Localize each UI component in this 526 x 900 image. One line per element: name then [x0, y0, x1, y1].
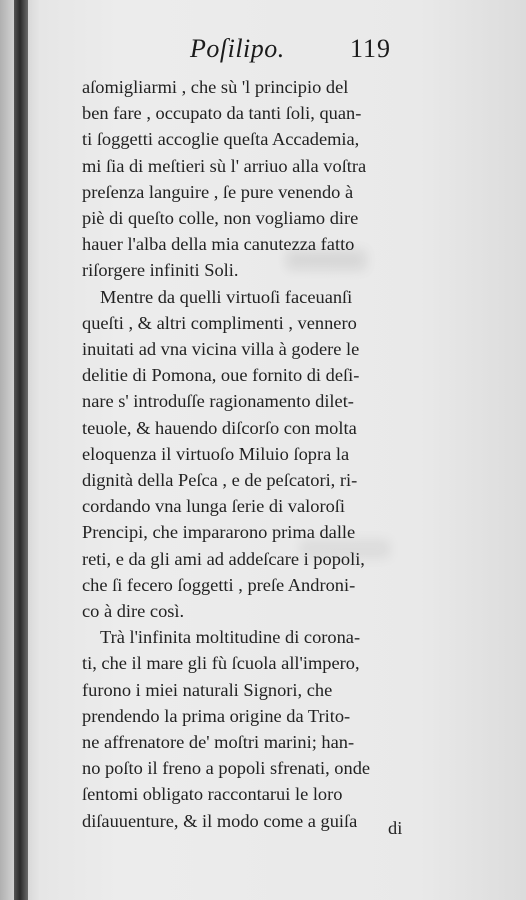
text-line: dignità della Peſca , e de peſcatori, ri- — [82, 470, 358, 491]
text-line: delitie di Pomona, oue fornito di deſi- — [82, 365, 360, 386]
text-line: reti, e da gli ami ad addeſcare i popoli, — [82, 548, 365, 569]
text-line: ti, che il mare gli fù ſcuola all'impero, — [82, 653, 360, 674]
body-text — [82, 74, 422, 834]
running-head: Poſilipo. — [190, 34, 285, 63]
text-line: ſentomi obligato raccontarui le loro — [82, 784, 343, 805]
text-line: piè di queſto colle, non vogliamo dire — [82, 208, 359, 229]
text-line: mi ſia di meſtieri sù l' arriuo alla voſtra — [82, 155, 367, 176]
text-line: no poſto il freno a popoli sfrenati, onde — [82, 758, 371, 779]
page-number: 119 — [350, 34, 392, 63]
text-line: inuitati ad vna vicina villa à godere le — [82, 339, 360, 360]
catchword: di — [388, 818, 403, 838]
text-line: hauer l'alba della mia canutezza fatto — [82, 234, 355, 255]
binding-gutter — [14, 0, 28, 900]
text-line: ne affrenatore de' moſtri marini; han- — [82, 732, 355, 753]
paragraph-start-line: Mentre da quelli virtuoſi faceuanſi — [100, 286, 353, 307]
text-line: riſorgere infiniti Soli. — [82, 260, 239, 281]
text-line: eloquenza il virtuoſo Miluio ſopra la — [82, 443, 350, 464]
text-line: furono i miei naturali Signori, che — [82, 679, 333, 700]
text-line: aſomigliarmi , che sù 'l principio del — [82, 77, 349, 97]
text-line: nare s' introduſſe ragionamento dilet- — [82, 391, 354, 412]
text-line: ben fare , occupato da tanti ſoli, quan- — [82, 103, 362, 124]
spine-edge — [0, 0, 14, 900]
text-line: diſauuenture, & il modo come a guiſa — [82, 810, 358, 831]
text-line: teuole, & hauendo diſcorſo con molta — [82, 417, 357, 438]
text-line: cordando vna lunga ſerie di valoroſi — [82, 496, 346, 517]
text-line: Prencipi, che impararono prima dalle — [82, 522, 356, 543]
text-line: preſenza languire , ſe pure venendo à — [82, 181, 354, 202]
text-line: queſti , & altri complimenti , vennero — [82, 312, 357, 333]
text-line: ti ſoggetti accoglie queſta Accademia, — [82, 129, 360, 150]
text-line: che ſi fecero ſoggetti , preſe Androni- — [82, 574, 356, 595]
paragraph-start-line: Trà l'infinita moltitudine di corona- — [100, 627, 361, 648]
text-line: co à dire così. — [82, 601, 185, 622]
text-line: prendendo la prima origine da Trito- — [82, 705, 351, 726]
page-header — [190, 30, 430, 70]
